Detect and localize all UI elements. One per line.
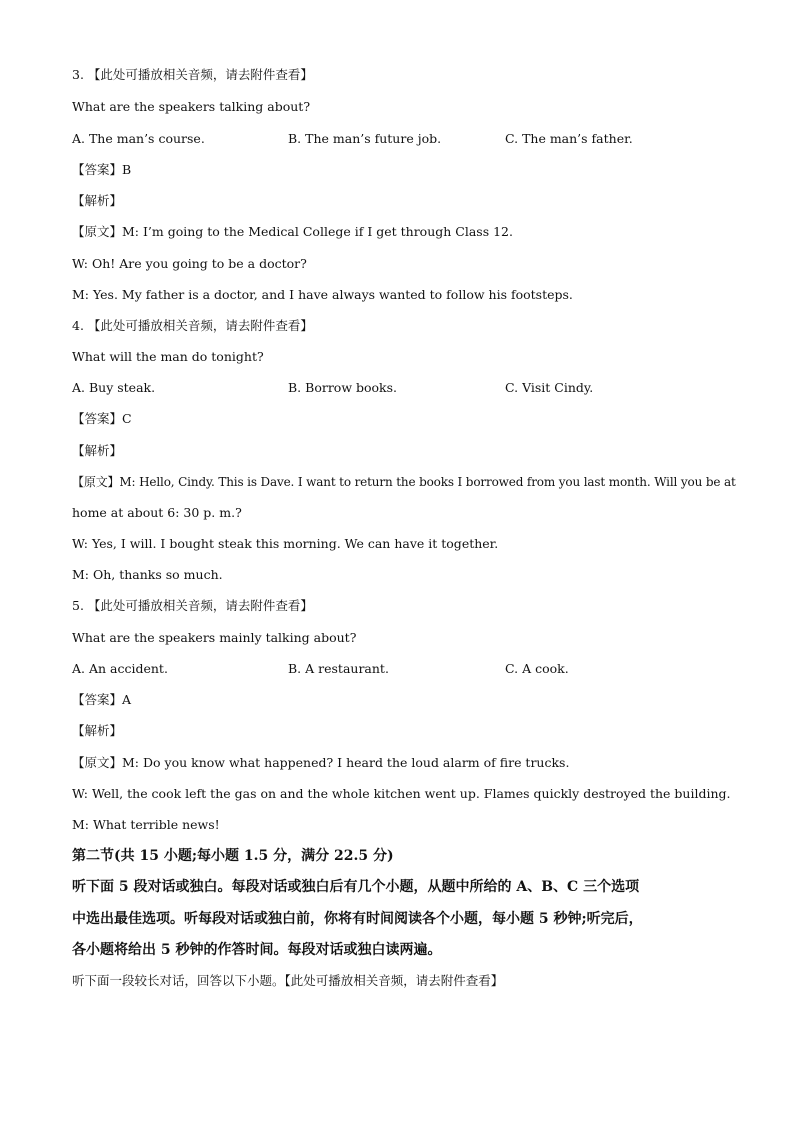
section2-title: 第二节(共 15 小题;每小题 1.5 分，满分 22.5 分) bbox=[72, 848, 394, 864]
q3-option-a: A. The man’s course. bbox=[72, 131, 205, 146]
q3-option-c: C. The man’s father. bbox=[505, 131, 633, 146]
section2-instruction-line-3: 各小题将给出 5 秒钟的作答时间。每段对话或独白读两遍。 bbox=[72, 942, 442, 958]
q4-script-line-3: W: Yes, I will. I bought steak this morning. We can have it together. bbox=[72, 536, 499, 551]
q4-option-a: A. Buy steak. bbox=[72, 380, 156, 395]
q3-header: 3. 【此处可播放相关音频，请去附件查看】 bbox=[72, 67, 313, 82]
q4-question: What will the man do tonight? bbox=[72, 349, 264, 364]
q5-header: 5. 【此处可播放相关音频，请去附件查看】 bbox=[72, 598, 313, 613]
q3-script-line-3: M: Yes. My father is a doctor, and I have always wanted to follow his footsteps. bbox=[72, 287, 573, 302]
q4-option-c: C. Visit Cindy. bbox=[505, 380, 594, 395]
q3-analysis: 【解析】 bbox=[72, 193, 123, 208]
section2-instruction-line-2: 中选出最佳选项。听每段对话或独白前，你将有时间阅读各个小题，每小题 5 秒钟;听完后， bbox=[72, 911, 643, 927]
q5-script-line-2: W: Well, the cook left the gas on and the whole kitchen went up. Flames quickly destroyed the building. bbox=[72, 786, 731, 801]
q5-option-b: B. A restaurant. bbox=[288, 661, 389, 676]
q5-option-a: A. An accident. bbox=[72, 661, 168, 676]
q5-script-line-3: M: What terrible news! bbox=[72, 817, 220, 832]
q4-script-line-4: M: Oh, thanks so much. bbox=[72, 567, 223, 582]
q3-answer: 【答案】B bbox=[72, 162, 132, 177]
q5-script-line-1: 【原文】M: Do you know what happened? I heard the loud alarm of fire trucks. bbox=[72, 755, 570, 770]
q5-option-c: C. A cook. bbox=[505, 661, 569, 676]
q4-answer: 【答案】C bbox=[72, 411, 132, 426]
section2-instruction-line-1: 听下面 5 段对话或独白。每段对话或独白后有几个小题，从题中所给的 A、B、C 三个选项 bbox=[72, 879, 640, 895]
q3-option-b: B. The man’s future job. bbox=[288, 131, 442, 146]
q4-analysis: 【解析】 bbox=[72, 443, 123, 458]
q5-answer: 【答案】A bbox=[72, 692, 132, 707]
q4-option-b: B. Borrow books. bbox=[288, 380, 398, 395]
q5-question: What are the speakers mainly talking about? bbox=[72, 630, 357, 645]
q3-script-line-2: W: Oh! Are you going to be a doctor? bbox=[72, 256, 307, 271]
q4-header: 4. 【此处可播放相关音频，请去附件查看】 bbox=[72, 318, 313, 333]
q4-script-line-2: home at about 6: 30 p. m.? bbox=[72, 505, 242, 520]
q3-question: What are the speakers talking about? bbox=[72, 99, 311, 114]
section2-prompt: 听下面一段较长对话，回答以下小题。【此处可播放相关音频，请去附件查看】 bbox=[72, 973, 504, 988]
q4-script-line-1: 【原文】M: Hello, Cindy. This is Dave. I want to return the books I borrowed from you last month. Will you be at bbox=[72, 475, 736, 489]
q3-script-line-1: 【原文】M: I’m going to the Medical College if I get through Class 12. bbox=[72, 224, 513, 239]
q5-analysis: 【解析】 bbox=[72, 723, 123, 738]
